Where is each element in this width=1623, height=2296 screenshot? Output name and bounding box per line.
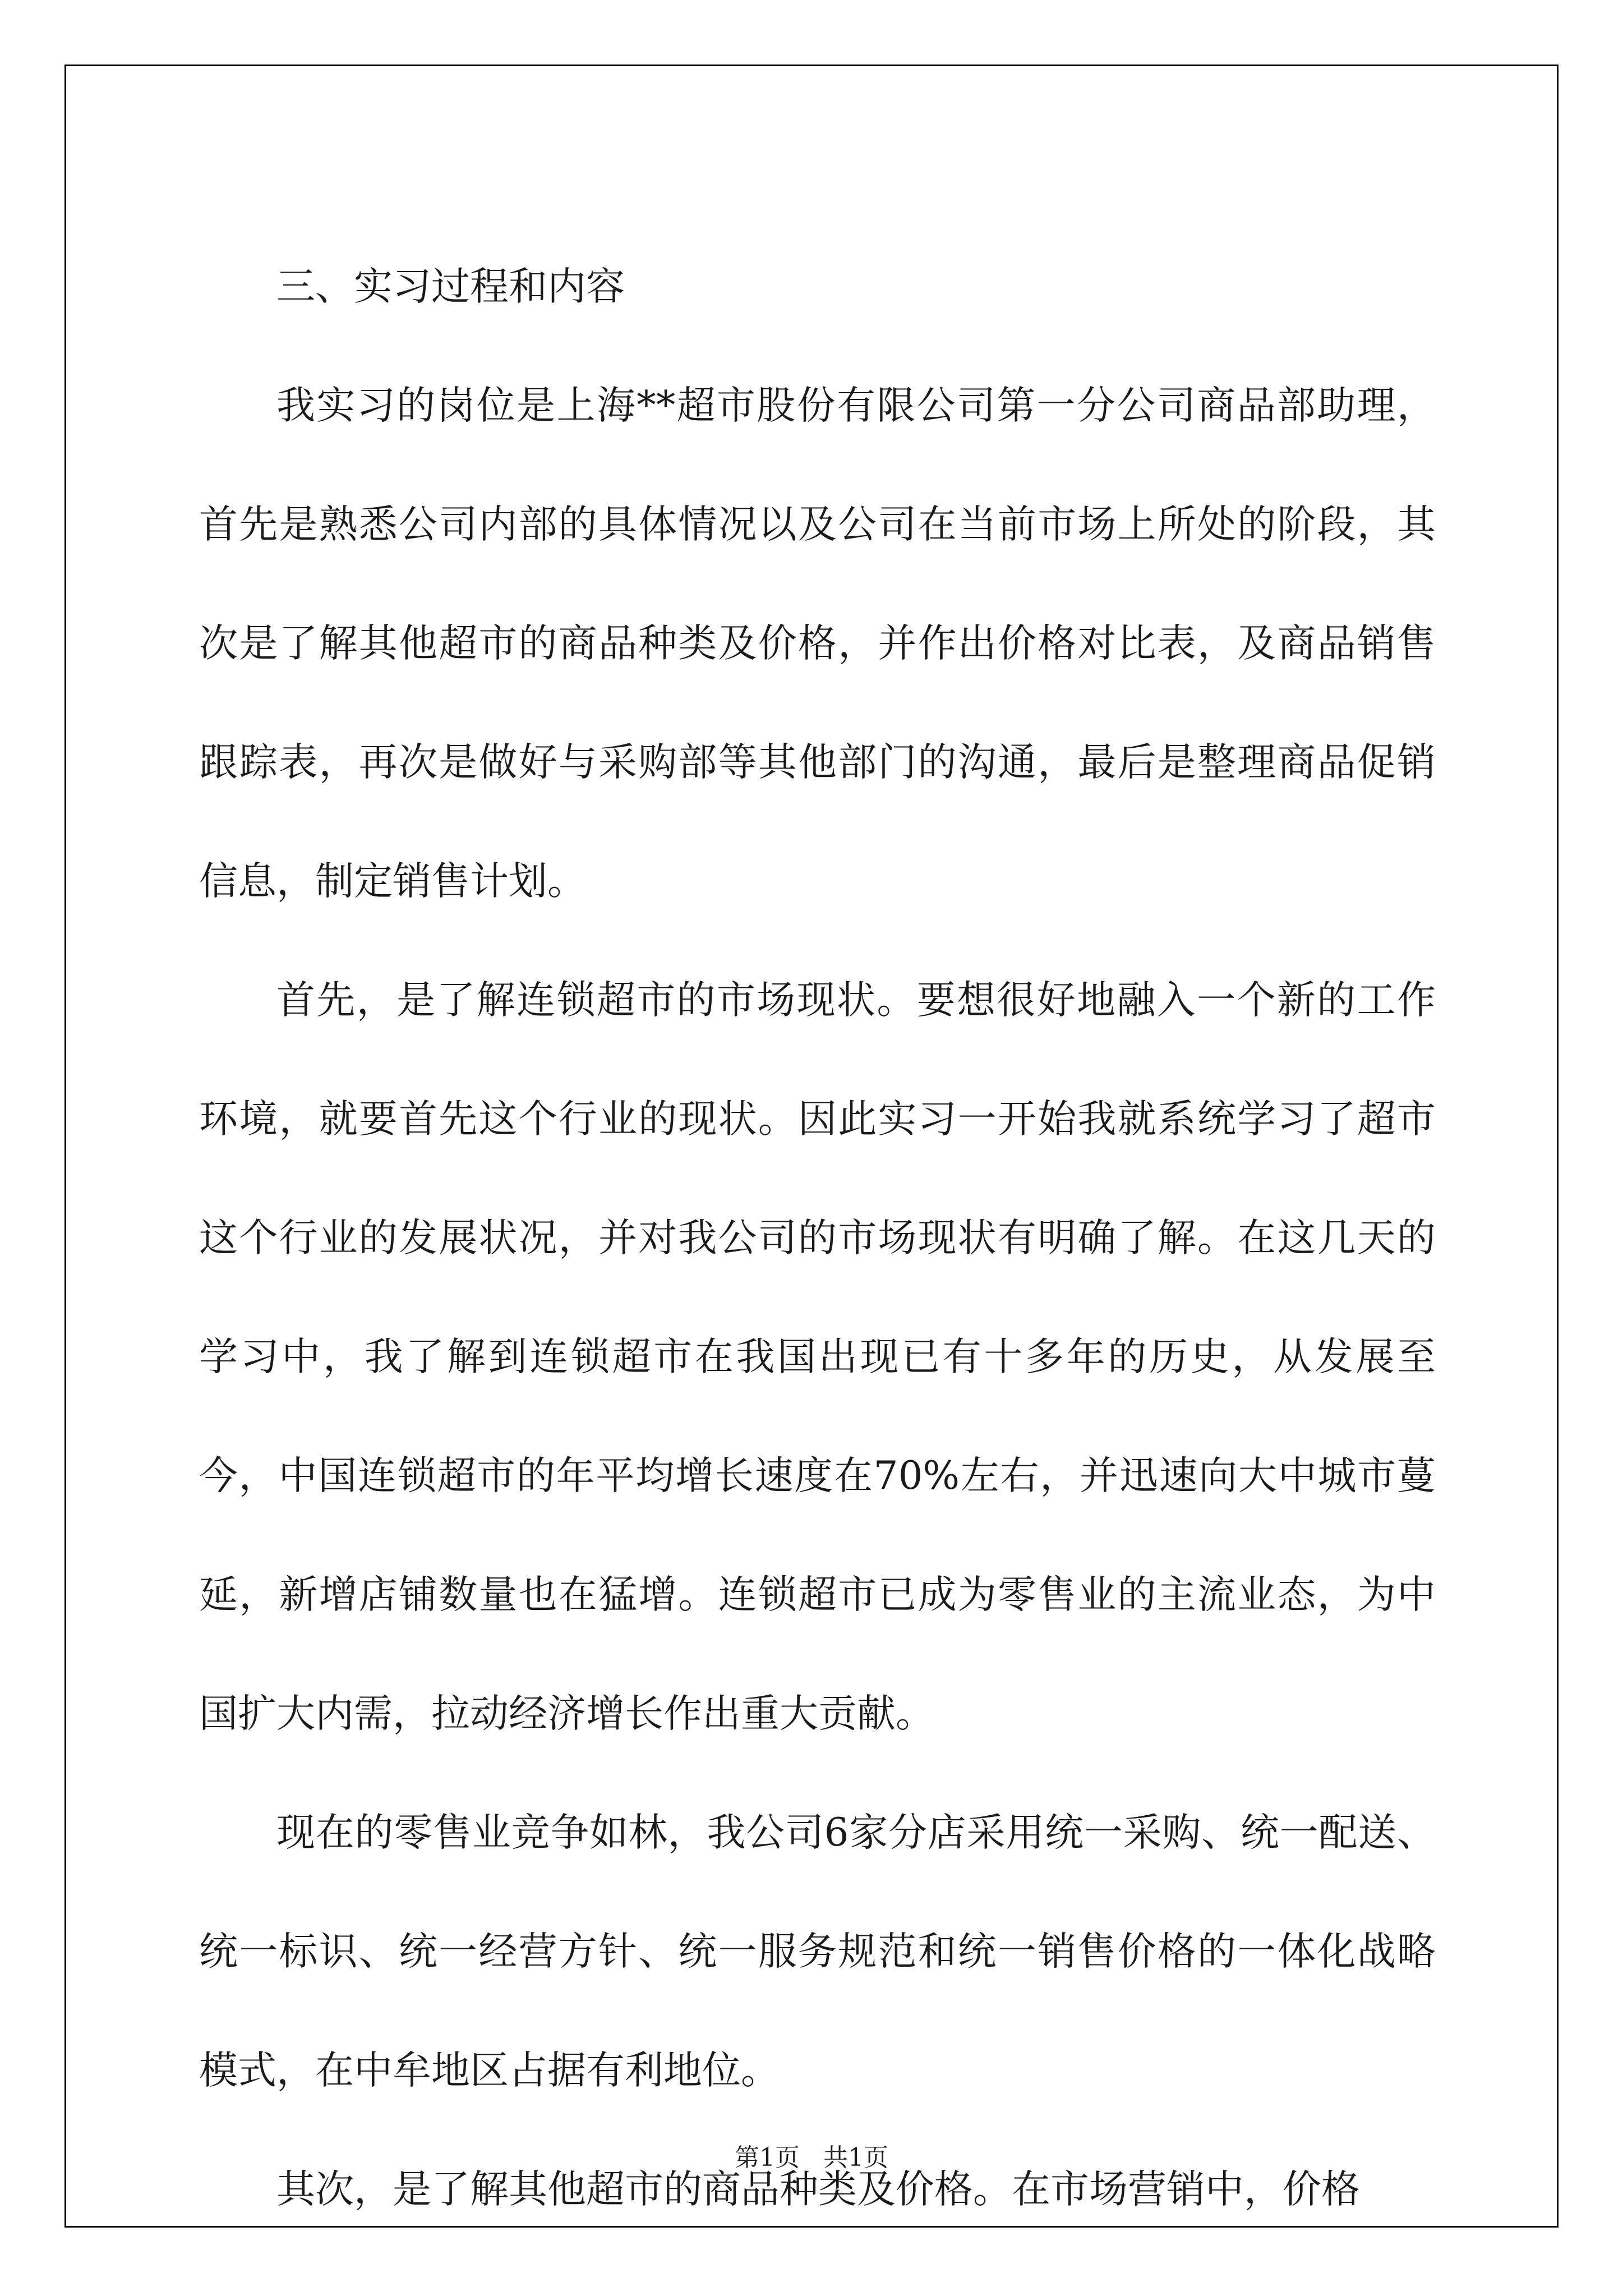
document-body (199, 227, 1436, 2249)
paragraph: 我实习的岗位是上海**超市股份有限公司第一分公司商品部助理，首先是熟悉公司内部的具体情况以及公司在当前市场上所处的阶段，其次是了解其他超市的商品种类及价格，并作出价格对比表，及商品销售跟踪表，再次是做好与采购部等其他部门的沟通，最后是整理商品促销信息，制定销售计划。 (199, 383, 1436, 904)
page-number: 第1页 (735, 2143, 800, 2172)
page-footer (0, 2137, 1623, 2173)
paragraph: 现在的零售业竞争如林，我公司6家分店采用统一采购、统一配送、统一标识、统一经营方针、统一服务规范和统一销售价格的一体化战略模式，在中牟地区占据有利地位。 (199, 1810, 1436, 2093)
paragraph: 其次，是了解其他超市的商品种类及价格。在市场营销中，价格 (276, 2167, 1360, 2212)
section-heading: 三、实习过程和内容 (276, 264, 625, 309)
paragraph: 首先，是了解连锁超市的市场现状。要想很好地融入一个新的工作环境，就要首先这个行业的现状。因此实习一开始我就系统学习了超市这个行业的发展状况，并对我公司的市场现状有明确了解。在这几天的学习中，我了解到连锁超市在我国出现已有十多年的历史，从发展至今，中国连锁超市的年平均增长速度在70%左右，并迅速向大中城市蔓延，新增店铺数量也在猛增。连锁超市已成为零售业的主流业态，为中国扩大内需，拉动经济增长作出重大贡献。 (199, 978, 1436, 1736)
page-total: 共1页 (823, 2143, 888, 2172)
